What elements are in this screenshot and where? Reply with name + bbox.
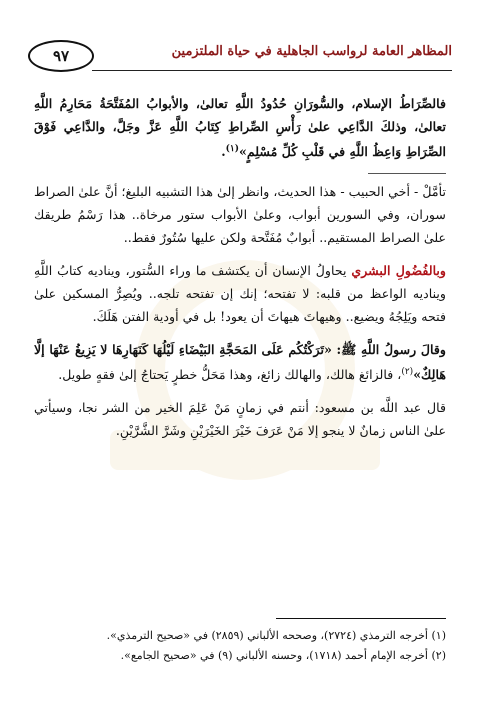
page-number: ٩٧ [28, 40, 94, 72]
footnote-rule [276, 618, 446, 619]
page-header [28, 38, 452, 72]
paragraph-2: تأمَّلْ - أخي الحبيب - هذا الحديث، وانظر إلىٰ هذا التشبيه البليغ؛ أنَّ علىٰ الصراط سوران، وفي السورين أبواب، وعلىٰ الأبواب ستور مرخاة.. هذا رَسْمُ طريقك علىٰ الصراط المستقيم.. أبوابٌ مُفَتَّحة ولكن عليها سُتُورٌ فقط.. [34, 184, 446, 246]
hadith-quote: وقالَ رسولُ اللَّهِ ﷺ: «تَرَكْتُكُم عَلَى المَحَجَّةِ البَيْضَاءِ لَيْلُهَا كَنَهَارِهَا لا يَزِيغُ عَنْهَا إلَّا هَالِكٌ» [34, 342, 446, 383]
paragraph-1-end: . [221, 144, 226, 160]
header-rule [92, 70, 452, 71]
footnotes [34, 626, 446, 666]
paragraph-1-text: فالصِّرَاطُ الإسلام، والسُّورَانِ حُدُودُ اللَّهِ تعالىٰ، والأبوابُ المُفَتَّحَةُ مَحَارِمُ اللَّهِ تعالىٰ، وذلكَ الدَّاعِي علىٰ رَأْسِ الصِّراطِ كِتَابُ اللَّهِ عَزَّ وجَلَّ، والدَّاعِي فَوْقَ الصِّرَاطِ وَاعِظُ اللَّهِ في قَلْبِ كُلِّ مُسْلِمٍ» [34, 96, 446, 160]
running-title: المظاهر العامة لرواسب الجاهلية في حياة الملتزمين [171, 44, 452, 59]
paragraph-3 [34, 259, 446, 328]
footnote-ref-1: (١) [225, 144, 240, 154]
paragraph-1 [34, 92, 446, 163]
paragraph-3-text: يحاولُ الإنسان أن يكتشف ما وراء السُّتور، ويناديه كتابُ اللَّهِ ويناديه الواعظ من قلبه: لا تفتحه؛ إنك إن تفتحه تلجه.. ويُصِرُّ المسكين علىٰ فتحه ويَلِجُهُ ويضيع.. وهيهاتَ هيهاتَ أن يعود! بل في أودية الفتن هَلَكَ. [34, 263, 446, 325]
footnote-1: (١) أخرجه الترمذي (٢٧٢٤)، وصححه الألباني (٢٨٥٩) في «صحيح الترمذي». [106, 629, 446, 642]
footnote-2: (٢) أخرجه الإمام أحمد (١٧١٨)، وحسنه الألباني (٩) في «صحيح الجامع». [120, 649, 446, 662]
paragraph-5: قال عبد اللَّه بن مسعود: أنتم في زمانٍ مَنْ عَلِمَ الخير من الشر نجا، وسيأتي علىٰ الناس زمانٌ لا ينجو إلا مَنْ عَرَفَ خَيْرَ الخَيْرَيْنِ وشَرَّ الشَّرَّيْنِ. [34, 400, 446, 439]
highlight-phrase: وبالفُضُولِ البشري [351, 263, 446, 279]
paragraph-4 [34, 338, 446, 386]
page-body [34, 92, 446, 452]
paragraph-4-rest: ، فالزائغ هالك، والهالك زائغ، وهذا مَحَلُّ خطرٍ يَحتاجُ إلىٰ فقهٍ طويل. [58, 367, 402, 383]
footnote-ref-2: (٢) [401, 367, 414, 378]
paragraph-divider [368, 173, 446, 174]
